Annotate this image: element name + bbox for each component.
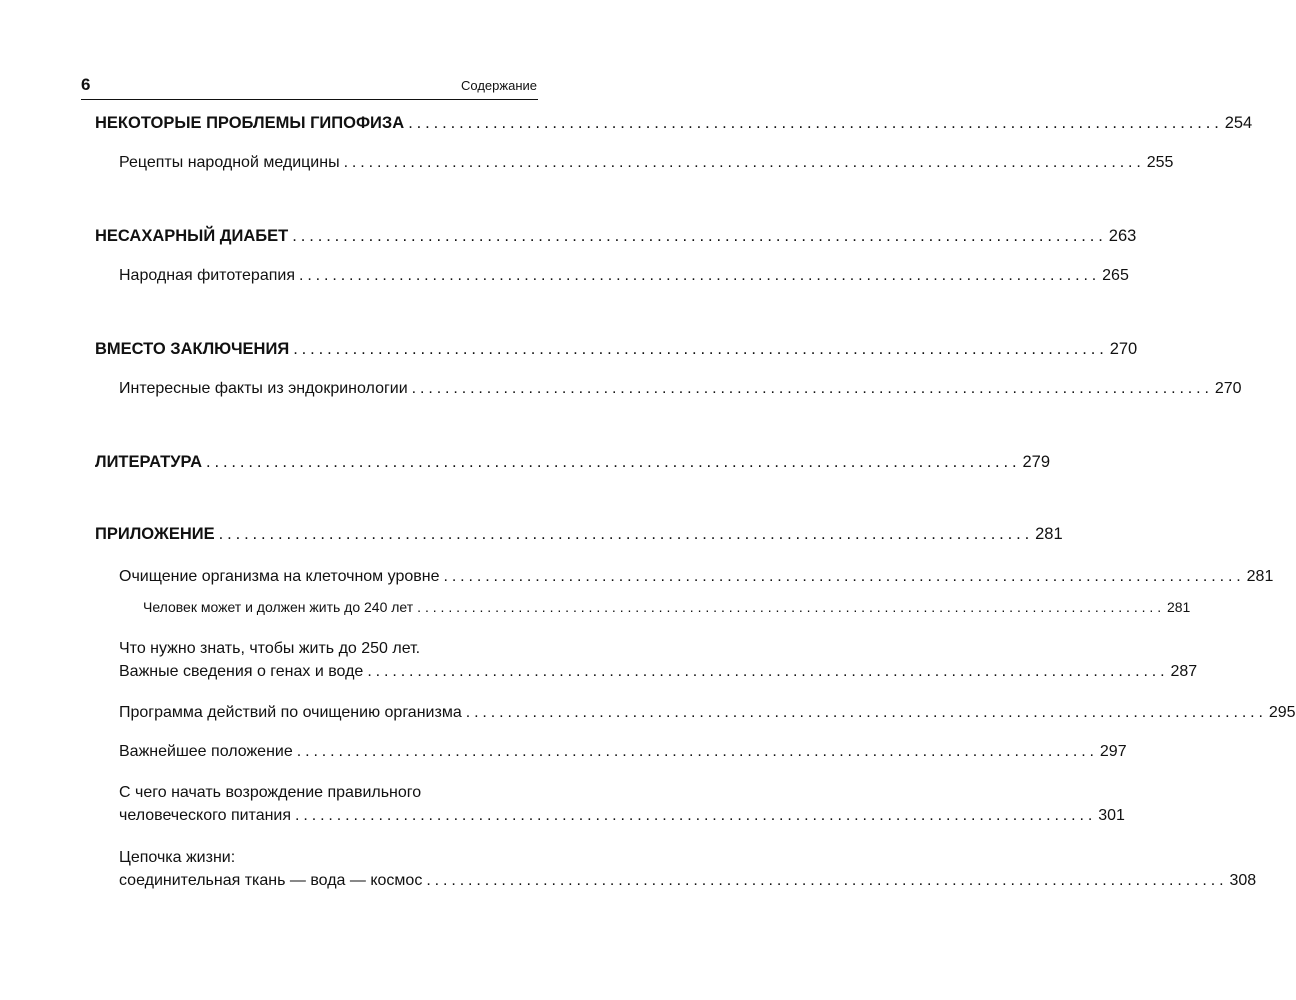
- toc-line: [119, 804, 1125, 827]
- running-header: Содержание: [461, 78, 537, 93]
- page-number: 6: [81, 75, 91, 94]
- toc-title: ЛИТЕРАТУРА: [95, 453, 202, 471]
- toc-page: 255: [1146, 154, 1174, 171]
- toc-title: НЕКОТОРЫЕ ПРОБЛЕМЫ ГИПОФИЗА: [95, 114, 405, 132]
- toc-entry: [143, 596, 1191, 619]
- toc-line: [119, 740, 1127, 763]
- toc-title: Рецепты народной медицины: [119, 154, 340, 171]
- toc-title: Программа действий по очищению организма: [119, 704, 462, 721]
- dot-leader: ................................................................................................: [465, 704, 1267, 721]
- dot-leader: ................................................................................................: [205, 453, 1021, 471]
- dot-leader: ................................................................................................: [367, 663, 1169, 680]
- toc-entry: [119, 377, 1242, 400]
- toc-line: [95, 451, 1051, 474]
- toc-title: человеческого питания: [119, 807, 292, 824]
- toc-title: Человек может и должен жить до 240 лет: [143, 599, 414, 615]
- toc-line: [95, 112, 1253, 135]
- toc-page: 254: [1224, 114, 1253, 132]
- toc-entry: [119, 701, 1296, 724]
- toc-title-first-line: Цепочка жизни:: [119, 849, 236, 866]
- toc-entry: [95, 338, 1138, 361]
- toc-title: Важные сведения о генах и воде: [119, 663, 364, 680]
- dot-leader: ................................................................................................: [426, 872, 1228, 889]
- toc-line: [119, 701, 1296, 724]
- toc-page: 279: [1022, 453, 1051, 471]
- toc-line: [119, 264, 1129, 287]
- toc-entry: [119, 781, 1125, 827]
- toc-entry: [95, 451, 1051, 474]
- dot-leader: ................................................................................................: [443, 568, 1245, 585]
- dot-leader: ................................................................................................: [218, 525, 1034, 543]
- toc-page: 265: [1102, 267, 1129, 284]
- toc-page: 270: [1109, 340, 1138, 358]
- toc-page: 270: [1214, 380, 1242, 397]
- toc-title: Очищение организма на клеточном уровне: [119, 568, 440, 585]
- toc-title: ПРИЛОЖЕНИЕ: [95, 525, 215, 543]
- toc-title-first-line: Что нужно знать, чтобы жить до 250 лет.: [119, 640, 421, 657]
- toc-page: 281: [1035, 525, 1063, 543]
- dot-leader: ................................................................................................: [408, 114, 1223, 132]
- dot-leader: ................................................................................................: [411, 380, 1213, 397]
- toc-entry: [95, 225, 1137, 248]
- toc-title: ВМЕСТО ЗАКЛЮЧЕНИЯ: [95, 340, 290, 358]
- toc-title-first-line: С чего начать возрождение правильного: [119, 784, 422, 801]
- toc-entry: [119, 565, 1274, 588]
- toc-line: [119, 151, 1174, 174]
- dot-leader: ................................................................................................: [343, 154, 1145, 171]
- toc-line: [119, 660, 1198, 683]
- toc-line: [143, 596, 1191, 619]
- toc-entry: [119, 151, 1174, 174]
- toc-entry: [119, 740, 1127, 763]
- toc-page: 295: [1268, 704, 1296, 721]
- toc-page: 263: [1108, 227, 1137, 245]
- toc-page: 287: [1170, 663, 1198, 680]
- toc-entry: [119, 637, 1198, 683]
- dot-leader: ................................................................................................: [292, 227, 1107, 245]
- toc-line: [95, 225, 1137, 248]
- toc-line: [119, 869, 1257, 892]
- dot-leader: ................................................................................................: [296, 743, 1098, 760]
- toc-page: 301: [1098, 807, 1125, 824]
- dot-leader: ................................................................................................: [295, 807, 1097, 824]
- toc-line: [119, 377, 1242, 400]
- header-rule: [81, 99, 538, 100]
- toc-entry: [95, 523, 1063, 546]
- toc-page: 281: [1166, 599, 1191, 615]
- dot-leader: ................................................................................................: [417, 599, 1165, 615]
- toc-title: Важнейшее положение: [119, 743, 293, 760]
- toc-entry: [119, 264, 1129, 287]
- toc-title: соединительная ткань — вода — космос: [119, 872, 423, 889]
- toc-line: [95, 338, 1138, 361]
- toc-entry: [95, 112, 1253, 135]
- toc-line: [95, 523, 1063, 546]
- toc-title: НЕСАХАРНЫЙ ДИАБЕТ: [95, 227, 289, 245]
- toc-line: [119, 565, 1274, 588]
- dot-leader: ................................................................................................: [298, 267, 1101, 284]
- dot-leader: ................................................................................................: [293, 340, 1108, 358]
- toc-title: Народная фитотерапия: [119, 267, 295, 284]
- toc-page: 297: [1099, 743, 1127, 760]
- toc-title: Интересные факты из эндокринологии: [119, 380, 408, 397]
- toc-page: 308: [1229, 872, 1257, 889]
- toc-entry: [119, 846, 1257, 892]
- toc-page: 281: [1246, 568, 1274, 585]
